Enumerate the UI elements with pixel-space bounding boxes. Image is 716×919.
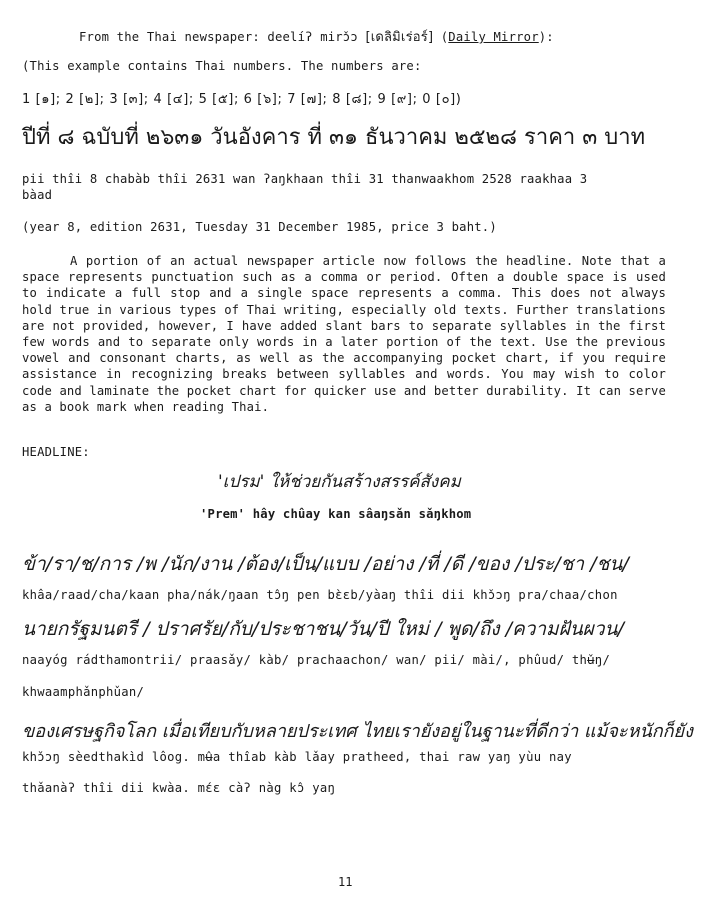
body-transliteration-1: khâa/raad/cha/kaan pha/nák/ŋaan tɔ̂ŋ pen bɛ̀ɛb/yàaŋ thîi dii khɔ̌ɔŋ pra/chaa/chon — [22, 588, 618, 602]
body-transliteration-3: khwaamphǎnphǔan/ — [22, 685, 145, 699]
explanation-paragraph — [22, 253, 666, 415]
body-thai-line-1: ข้า/รา/ช/การ /พ /นัก/งาน /ต้อง/เป็น/แบบ /อย่าง /ที่ /ดี /ของ /ประ/ชา /ชน/ — [22, 553, 629, 575]
intro-suffix: ): — [538, 30, 554, 44]
body-transliteration-2: naayóg rádthamontrii/ praasǎy/ kàb/ prachaachon/ wan/ pii/ mài/, phûud/ thʉ̌ŋ/ — [22, 653, 611, 667]
body-transliteration-4: khɔ̌ɔŋ sèedthakìd lôog. mʉ̂a thîab kàb lǎay pratheed, thai raw yaŋ yùu nay — [22, 750, 572, 764]
newspaper-headline-thai: ปีที่ ๘ ฉบับที่ ๒๖๓๑ วันอังคาร ที่ ๓๑ ธันวาคม ๒๕๒๘ ราคา ๓ บาท — [22, 125, 646, 150]
headline-translation: (year 8, edition 2631, Tuesday 31 December 1985, price 3 baht.) — [22, 220, 497, 234]
article-title-thai: 'เปรม' ให้ช่วยกันสร้างสรรค์สังคม — [218, 472, 461, 492]
intro-space: ( — [433, 30, 449, 44]
source-intro-line — [79, 26, 554, 47]
article-title-transliteration: 'Prem' hây chûay kan sâaŋsǎn sǎŋkhom — [200, 507, 472, 521]
body-thai-line-3: ของเศรษฐกิจโลก เมื่อเทียบกับหลายประเทศ ไทยเรายังอยู่ในฐานะที่ดีกว่า แม้จะหนักก็ยัง — [22, 721, 693, 742]
section-label: HEADLINE: — [22, 445, 90, 459]
intro-prefix: From the Thai newspaper: deelíʔ mirɔ̌ɔ — [79, 30, 366, 44]
body-thai-line-2: นายกรัฐมนตรี / ปราศรัย/กับ/ประชาชน/วัน/ปี ใหม่ / พูด/ถึง /ความฝันผวน/ — [22, 618, 624, 640]
headline-transliteration-1: pii thîi 8 chabàb thîi 2631 wan ʔaŋkhaan thîi 31 thanwaakhom 2528 raakhaa 3 — [22, 172, 588, 186]
intro-english-name: Daily Mirror — [448, 30, 539, 44]
explanation-text: A portion of an actual newspaper article now follows the headline. Note that a space represents punctuation such as a comma or period. Often a double space is used to indicate a full stop and a single space represents a comma. This does not always hold true in various types of Thai writing, especially old texts. Further translations are not provided, however, I have added slant bars to separate syllables in the first few words and to separate only words in a later portion of the text. Use the previous vowel and consonant charts, as well as the accompanying pocket chart, if you require assistance in recognizing breaks between syllables and words. You may wish to color code and laminate the pocket chart for quicker use and better durability. It can serve as a book mark when reading Thai. — [22, 254, 666, 414]
headline-transliteration-2: bàad — [22, 188, 53, 202]
page-number: 11 — [338, 875, 353, 889]
body-transliteration-5: thǎanàʔ thîi dii kwàa. mɛ́ɛ càʔ nàg kɔ̂ yaŋ — [22, 781, 336, 795]
numbers-note: (This example contains Thai numbers. The numbers are: — [22, 59, 422, 73]
intro-thai-name: [เดลิมิเร่อร์] — [365, 30, 434, 45]
thai-numbers-list: 1 [๑]; 2 [๒]; 3 [๓]; 4 [๔]; 5 [๕]; 6 [๖]; 7 [๗]; 8 [๘]; 9 [๙]; 0 [๐]) — [22, 92, 462, 107]
